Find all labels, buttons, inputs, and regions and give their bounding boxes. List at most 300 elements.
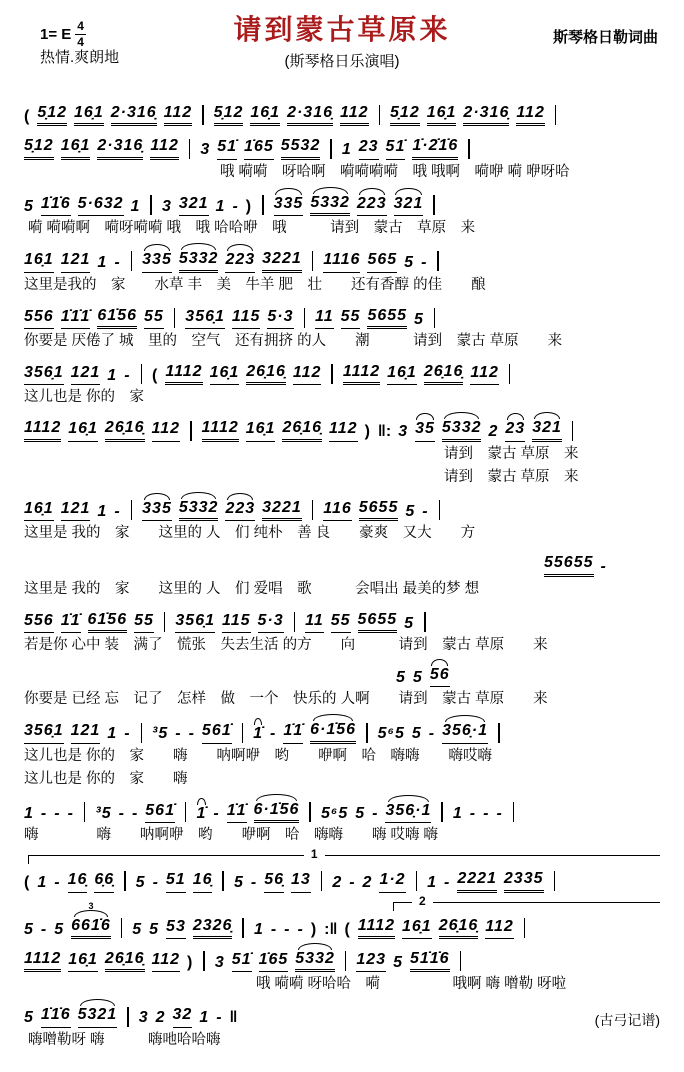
note-group: 1	[24, 804, 34, 822]
note-group: -	[270, 725, 277, 743]
note-group: )	[310, 920, 318, 938]
note-group: (	[152, 367, 159, 385]
note-group: -	[175, 725, 182, 743]
meter-numerator: 4	[77, 19, 84, 33]
note-group: 3	[138, 1009, 149, 1027]
note-group: 3221	[262, 499, 302, 521]
lyric-line: 请到 蒙古 草原 来	[444, 445, 579, 462]
notation-line	[24, 860, 660, 892]
note-group: ³5	[152, 725, 169, 743]
note-group: 3	[398, 423, 409, 441]
note-group: 661̇6 3	[71, 917, 111, 939]
note-group: 5	[355, 804, 366, 822]
note-group: 51̇1̇6	[410, 950, 450, 972]
note-group: 1̇65	[244, 138, 274, 159]
note-group: 26̣16̣	[105, 419, 145, 441]
note-group: -	[67, 804, 74, 822]
note-group: 5̣12	[37, 104, 67, 126]
note-group: 356̣1	[24, 364, 64, 385]
note-group: 16̣1	[68, 420, 98, 441]
note-group: 556	[24, 612, 54, 633]
note-group: -	[124, 367, 131, 385]
volta-number: 1	[304, 847, 325, 861]
note-group: 11	[315, 308, 334, 329]
note-group: 565	[367, 251, 397, 272]
note-group: 32	[173, 1006, 193, 1027]
barline	[141, 723, 143, 743]
barline	[439, 500, 441, 520]
notation-line	[24, 353, 660, 385]
note-group: 356̣1	[185, 308, 225, 329]
note-group: 5⁶5	[320, 804, 349, 822]
note-group: 1112	[343, 363, 380, 385]
lyric-line: 这儿也是 你的 家 嗨	[24, 770, 188, 787]
system	[24, 847, 660, 892]
notation-line	[24, 544, 660, 576]
system	[24, 297, 660, 352]
note-group: -	[232, 197, 239, 215]
note-group: 6̣6̣	[94, 871, 114, 892]
note-group: 2·316̣	[287, 104, 333, 126]
note-group: 115	[222, 612, 251, 633]
note-group: 112	[152, 420, 181, 441]
note-group: 35	[415, 420, 435, 441]
lyric-line: 你要是 已经 忘 记了 怎样 做 一个 快乐的 人啊 请到 蒙古 草原 来	[24, 691, 548, 708]
note-group: 356̣1	[24, 722, 64, 743]
note-group: 121	[71, 722, 101, 743]
note-group: 121	[71, 364, 101, 385]
note-group: 5	[412, 669, 423, 687]
barline	[262, 195, 264, 215]
note-group: 56	[430, 666, 450, 687]
note-group: 1	[452, 804, 463, 822]
barline	[242, 918, 244, 938]
note-group: 5	[404, 614, 415, 632]
note-group: 6·1̇56	[310, 721, 356, 743]
barline	[127, 1007, 129, 1027]
note-group: 321	[394, 195, 424, 216]
volta-bracket	[24, 893, 660, 908]
barline	[554, 871, 556, 891]
score-header	[24, 12, 660, 92]
note-group: 61̇56	[88, 611, 128, 633]
note-group: 5655	[359, 499, 399, 521]
barline	[174, 308, 176, 328]
system	[24, 353, 660, 408]
note-group: 356̣·1	[385, 802, 431, 823]
note-group: 55	[331, 612, 351, 633]
barline	[121, 918, 123, 938]
note-group: -	[496, 804, 503, 822]
note-group: 112	[164, 104, 193, 126]
note-group: 1·2	[379, 871, 405, 892]
barline	[202, 105, 204, 125]
note-group: -	[483, 804, 490, 822]
note-group: 5532	[281, 137, 321, 159]
lyric-line: 哦 嗬嗬 呀哈啊 嗬嗬嗬嗬 哦 哦啊 嗬咿 嗬 咿呀哈	[220, 163, 570, 180]
barline	[498, 723, 500, 743]
score-title: 请到蒙古草原来	[233, 14, 451, 45]
system	[24, 489, 660, 600]
lyric-line: 这儿也是 你的 家	[24, 389, 145, 406]
note-group: 1̇	[253, 725, 264, 743]
note-group: -	[213, 804, 220, 822]
note-group: 3	[161, 197, 172, 215]
note-group: 335	[274, 195, 304, 216]
barline	[185, 802, 187, 822]
note-group: 61̇56	[97, 307, 137, 329]
note-group: 1̇1̇	[61, 612, 81, 633]
note-group: 55	[134, 612, 154, 633]
note-group: 23	[505, 420, 525, 441]
note-group: 223	[225, 251, 255, 272]
meter-denominator: 4	[77, 34, 84, 49]
note-group: 112	[516, 104, 545, 126]
note-group: 5̣12	[390, 104, 420, 126]
barline	[189, 139, 191, 159]
key-signature: 1= E	[40, 25, 72, 43]
note-group: 5⁶5	[377, 725, 405, 743]
note-group: 1	[341, 141, 352, 159]
note-group: ‖	[229, 1009, 238, 1027]
barline	[468, 139, 470, 159]
notation-line	[24, 297, 660, 329]
note-group: 55	[144, 308, 164, 329]
notation-line	[24, 711, 660, 743]
notation-line	[24, 791, 660, 823]
note-group: 116	[323, 500, 352, 521]
note-group: 11	[305, 612, 324, 633]
note-group: -	[40, 920, 48, 938]
note-group: 5·3	[267, 308, 293, 329]
note-group: 53	[166, 918, 186, 939]
note-group: 1̇	[196, 804, 207, 822]
composer-credit: 斯琴格日勒词曲	[552, 29, 658, 46]
note-group: -	[188, 725, 195, 743]
note-group: 5	[135, 874, 146, 892]
note-group: 2·316̣	[111, 104, 157, 126]
lyric-line: 请到 蒙古 草原 来	[444, 468, 579, 485]
note-group: -	[297, 920, 304, 938]
note-group: 5321	[78, 1006, 118, 1027]
note-group: 121	[61, 251, 91, 272]
barline	[131, 251, 133, 271]
note-group: -	[54, 874, 61, 892]
lyric-line: 嗬 嗬嗬啊 嗬呀嗬嗬 哦 哦 哈哈咿 哦 请到 蒙古 草原 来	[28, 220, 476, 237]
barline	[242, 723, 244, 743]
note-group: -	[114, 502, 121, 520]
note-group: 1̇65	[259, 951, 289, 972]
note-group: -	[216, 1009, 223, 1027]
note-group: 1̇1̇	[227, 802, 247, 823]
note-group: 5655	[358, 611, 398, 633]
lyric-line: 这里是 我的 家 这里的 人 们 纯朴 善 良 豪爽 又大 方	[24, 525, 476, 542]
note-group: 2221	[457, 870, 497, 892]
note-group: 2	[332, 874, 343, 892]
system	[24, 127, 660, 182]
barline	[294, 612, 296, 632]
barline	[141, 364, 143, 384]
lyric-line: 这里是我的 家 水草 丰 美 牛羊 肥 壮 还有香醇 的佳 酿	[24, 276, 486, 293]
system	[24, 791, 660, 846]
barline	[330, 139, 332, 159]
note-group: 5̣12	[24, 137, 54, 159]
note-group: 5332	[442, 419, 482, 441]
notation-line	[24, 184, 660, 216]
note-group: 3	[214, 954, 225, 972]
barline	[379, 105, 381, 125]
note-group: 335	[142, 251, 172, 272]
notation-footnote: (古弓记谱)	[594, 1011, 660, 1028]
note-group: 5332	[310, 194, 350, 216]
note-group: 1	[215, 197, 226, 215]
note-group: -	[422, 502, 429, 520]
note-group: -	[131, 804, 139, 822]
note-group: 16̣1	[24, 500, 54, 521]
note-group: -	[443, 874, 451, 892]
note-group: 6·1̇56	[254, 801, 300, 823]
barline	[312, 251, 314, 271]
system	[24, 893, 660, 939]
barline	[312, 500, 314, 520]
note-group: -	[118, 804, 125, 822]
note-group: 16̣1	[24, 251, 54, 272]
note-group: 2·316̣	[97, 137, 143, 159]
note-group: ³5	[95, 804, 112, 822]
lyric-line: 若是你 心中 装 满了 慌张 失去生活 的方 向 请到 蒙古 草原 来	[24, 637, 548, 654]
note-group: )	[245, 197, 253, 215]
note-group: 321	[532, 419, 562, 441]
barline	[345, 951, 347, 971]
note-group: 5·3	[258, 612, 284, 633]
note-group: ‖:	[377, 423, 392, 441]
note-group: 5̣12	[214, 104, 244, 126]
lyric-line: 这里是 我的 家 这里的 人 们 爱唱 歌 会唱出 最美的梦 想	[24, 580, 480, 597]
barline	[572, 421, 574, 441]
barline	[437, 251, 439, 271]
note-group: 1	[199, 1009, 210, 1027]
barline	[433, 195, 435, 215]
lyric-line: 嗨 嗨 呐啊咿 哟 咿啊 哈 嗨嗨 嗨 哎嗨 嗨	[24, 827, 439, 844]
note-group: 26̣16̣	[246, 363, 286, 385]
note-group: 51	[166, 871, 186, 892]
note-group: -	[152, 874, 159, 892]
note-group: 5	[24, 197, 34, 215]
note-group: 1	[97, 254, 108, 272]
note-group: 5	[404, 254, 415, 272]
barline	[366, 723, 368, 743]
barline	[331, 364, 333, 384]
note-group: 1	[427, 874, 437, 892]
barline	[304, 308, 306, 328]
note-group: 5655	[367, 307, 407, 329]
note-group: 112	[485, 918, 514, 939]
system	[24, 996, 660, 1050]
note-group: 51̇	[232, 951, 252, 972]
notation-line	[24, 94, 660, 126]
notation-line	[24, 489, 660, 521]
score-body	[24, 94, 660, 1051]
note-group: 51̇	[386, 138, 406, 159]
note-group: 1̇1̇6	[41, 1006, 71, 1027]
note-group: (	[344, 920, 351, 938]
notation-line	[24, 409, 660, 441]
note-group: 1̇1̇1̇	[61, 308, 91, 329]
note-group: 16̣1	[427, 104, 457, 126]
note-group: 5	[149, 920, 160, 938]
system	[24, 94, 660, 126]
system	[24, 601, 660, 711]
note-group: 26̣16̣	[282, 419, 322, 441]
note-group: 2·316̣	[463, 104, 509, 126]
note-group: 1̇1̇	[283, 722, 303, 743]
note-group: 5	[132, 920, 143, 938]
note-group: 223	[225, 500, 255, 521]
barline	[321, 871, 323, 891]
volta-bracket	[24, 847, 660, 862]
note-group: (	[24, 108, 31, 125]
note-group: 55655	[544, 554, 594, 576]
barline	[441, 802, 443, 822]
note-group: 561̇	[202, 722, 232, 743]
performer-note: (斯琴格日乐演唱)	[284, 53, 400, 70]
note-group: 1112	[202, 419, 239, 441]
barline	[84, 802, 86, 822]
tempo-marking: 热情.爽朗地	[40, 49, 120, 66]
note-group: :‖	[324, 920, 338, 938]
note-group: 1̇·2̇1̇6	[412, 137, 458, 159]
note-group: )	[364, 423, 371, 441]
note-group: 321	[179, 195, 209, 216]
notation-line	[24, 656, 660, 687]
system	[24, 940, 660, 995]
note-group: -	[270, 920, 278, 938]
note-group: 112	[293, 364, 322, 385]
note-group: 5	[393, 954, 403, 972]
lyric-line: 嗨噌勒呀 嗨 嗨吔哈哈嗨	[28, 1031, 221, 1048]
barline	[222, 871, 224, 891]
note-group: 16̣1	[402, 918, 432, 939]
note-group: 112	[340, 104, 369, 126]
note-group: 51̇	[217, 138, 237, 159]
note-group: 112	[150, 137, 179, 159]
note-group: 23	[359, 138, 379, 159]
note-group: -	[600, 558, 607, 576]
barline	[203, 951, 205, 971]
note-group: 1112	[165, 363, 202, 385]
note-group: 55	[341, 308, 361, 329]
lyric-line: 这儿也是 你的 家 嗨 呐啊咿 哟 咿啊 哈 嗨嗨 嗨哎嗨	[24, 747, 493, 764]
barline	[424, 612, 426, 632]
note-group: 112	[152, 951, 181, 972]
note-group: 3	[200, 141, 211, 159]
note-group: 2326̣	[193, 917, 233, 939]
note-group: -	[428, 725, 436, 743]
note-group: 1116	[323, 251, 360, 272]
note-group: 5	[233, 874, 244, 892]
note-group: -	[114, 254, 121, 272]
note-group: 2	[488, 423, 499, 441]
note-group: 16̣1	[61, 137, 91, 159]
note-group: 5	[414, 310, 424, 328]
notation-line	[24, 240, 660, 272]
note-group: 356̣1	[175, 612, 215, 633]
note-group: 223	[357, 195, 387, 216]
note-group: 1	[37, 874, 48, 892]
note-group: 356̣·1	[442, 722, 488, 743]
note-group: 2335	[504, 870, 544, 892]
system	[24, 711, 660, 789]
note-group: 3221	[262, 250, 302, 272]
note-group: 26̣16̣	[439, 917, 479, 939]
note-group: -	[54, 804, 61, 822]
note-group: 26̣16̣	[105, 950, 145, 972]
note-group: 5	[396, 669, 406, 687]
notation-line	[24, 127, 660, 159]
barline	[309, 802, 311, 822]
note-group: 16̣	[193, 871, 213, 892]
note-group: -	[349, 874, 356, 892]
barline	[460, 951, 462, 971]
notation-line	[24, 907, 660, 939]
note-group: 16̣	[68, 871, 88, 892]
barline	[131, 500, 133, 520]
barline	[509, 364, 511, 384]
note-group: 2	[155, 1009, 166, 1027]
note-group: 1	[107, 725, 118, 743]
note-group: 16̣1	[250, 104, 280, 126]
note-group: 16̣1	[246, 420, 276, 441]
system	[24, 184, 660, 239]
note-group: 1	[130, 197, 141, 215]
note-group: 26̣16̣	[424, 363, 464, 385]
note-group: -	[40, 804, 48, 822]
system	[24, 240, 660, 295]
note-group: 1	[107, 367, 118, 385]
note-group: 335	[142, 500, 172, 521]
note-group: 1112	[24, 950, 61, 972]
notation-line	[24, 940, 660, 972]
lyric-line: 你要是 厌倦了 城 里的 空气 还有拥挤 的人 潮 请到 蒙古 草原 来	[24, 333, 563, 349]
note-group: 556	[24, 308, 54, 329]
note-group: 1	[253, 920, 264, 938]
note-group: 16̣1	[74, 104, 104, 126]
note-group: 56̣	[264, 871, 284, 892]
note-group: 115	[232, 308, 261, 329]
note-group: 5	[24, 1009, 34, 1027]
barline	[124, 871, 126, 891]
barline	[416, 871, 418, 891]
note-group: 2	[362, 874, 373, 892]
note-group: 16̣1	[210, 364, 240, 385]
note-group: )	[187, 954, 194, 972]
note-group: -	[124, 725, 131, 743]
barline	[164, 612, 166, 632]
barline	[513, 802, 515, 822]
note-group: 5332	[179, 499, 219, 521]
note-group: -	[421, 254, 428, 272]
notation-line	[24, 996, 660, 1027]
note-group: 561̇	[145, 802, 175, 823]
note-group: -	[284, 920, 291, 938]
note-group: 1̇1̇6	[41, 195, 71, 216]
barline	[190, 421, 192, 441]
note-group: 5332	[295, 950, 335, 972]
note-group: 121	[61, 500, 91, 521]
note-group: -	[250, 874, 258, 892]
note-group: 1	[97, 502, 108, 520]
barline	[555, 105, 557, 125]
